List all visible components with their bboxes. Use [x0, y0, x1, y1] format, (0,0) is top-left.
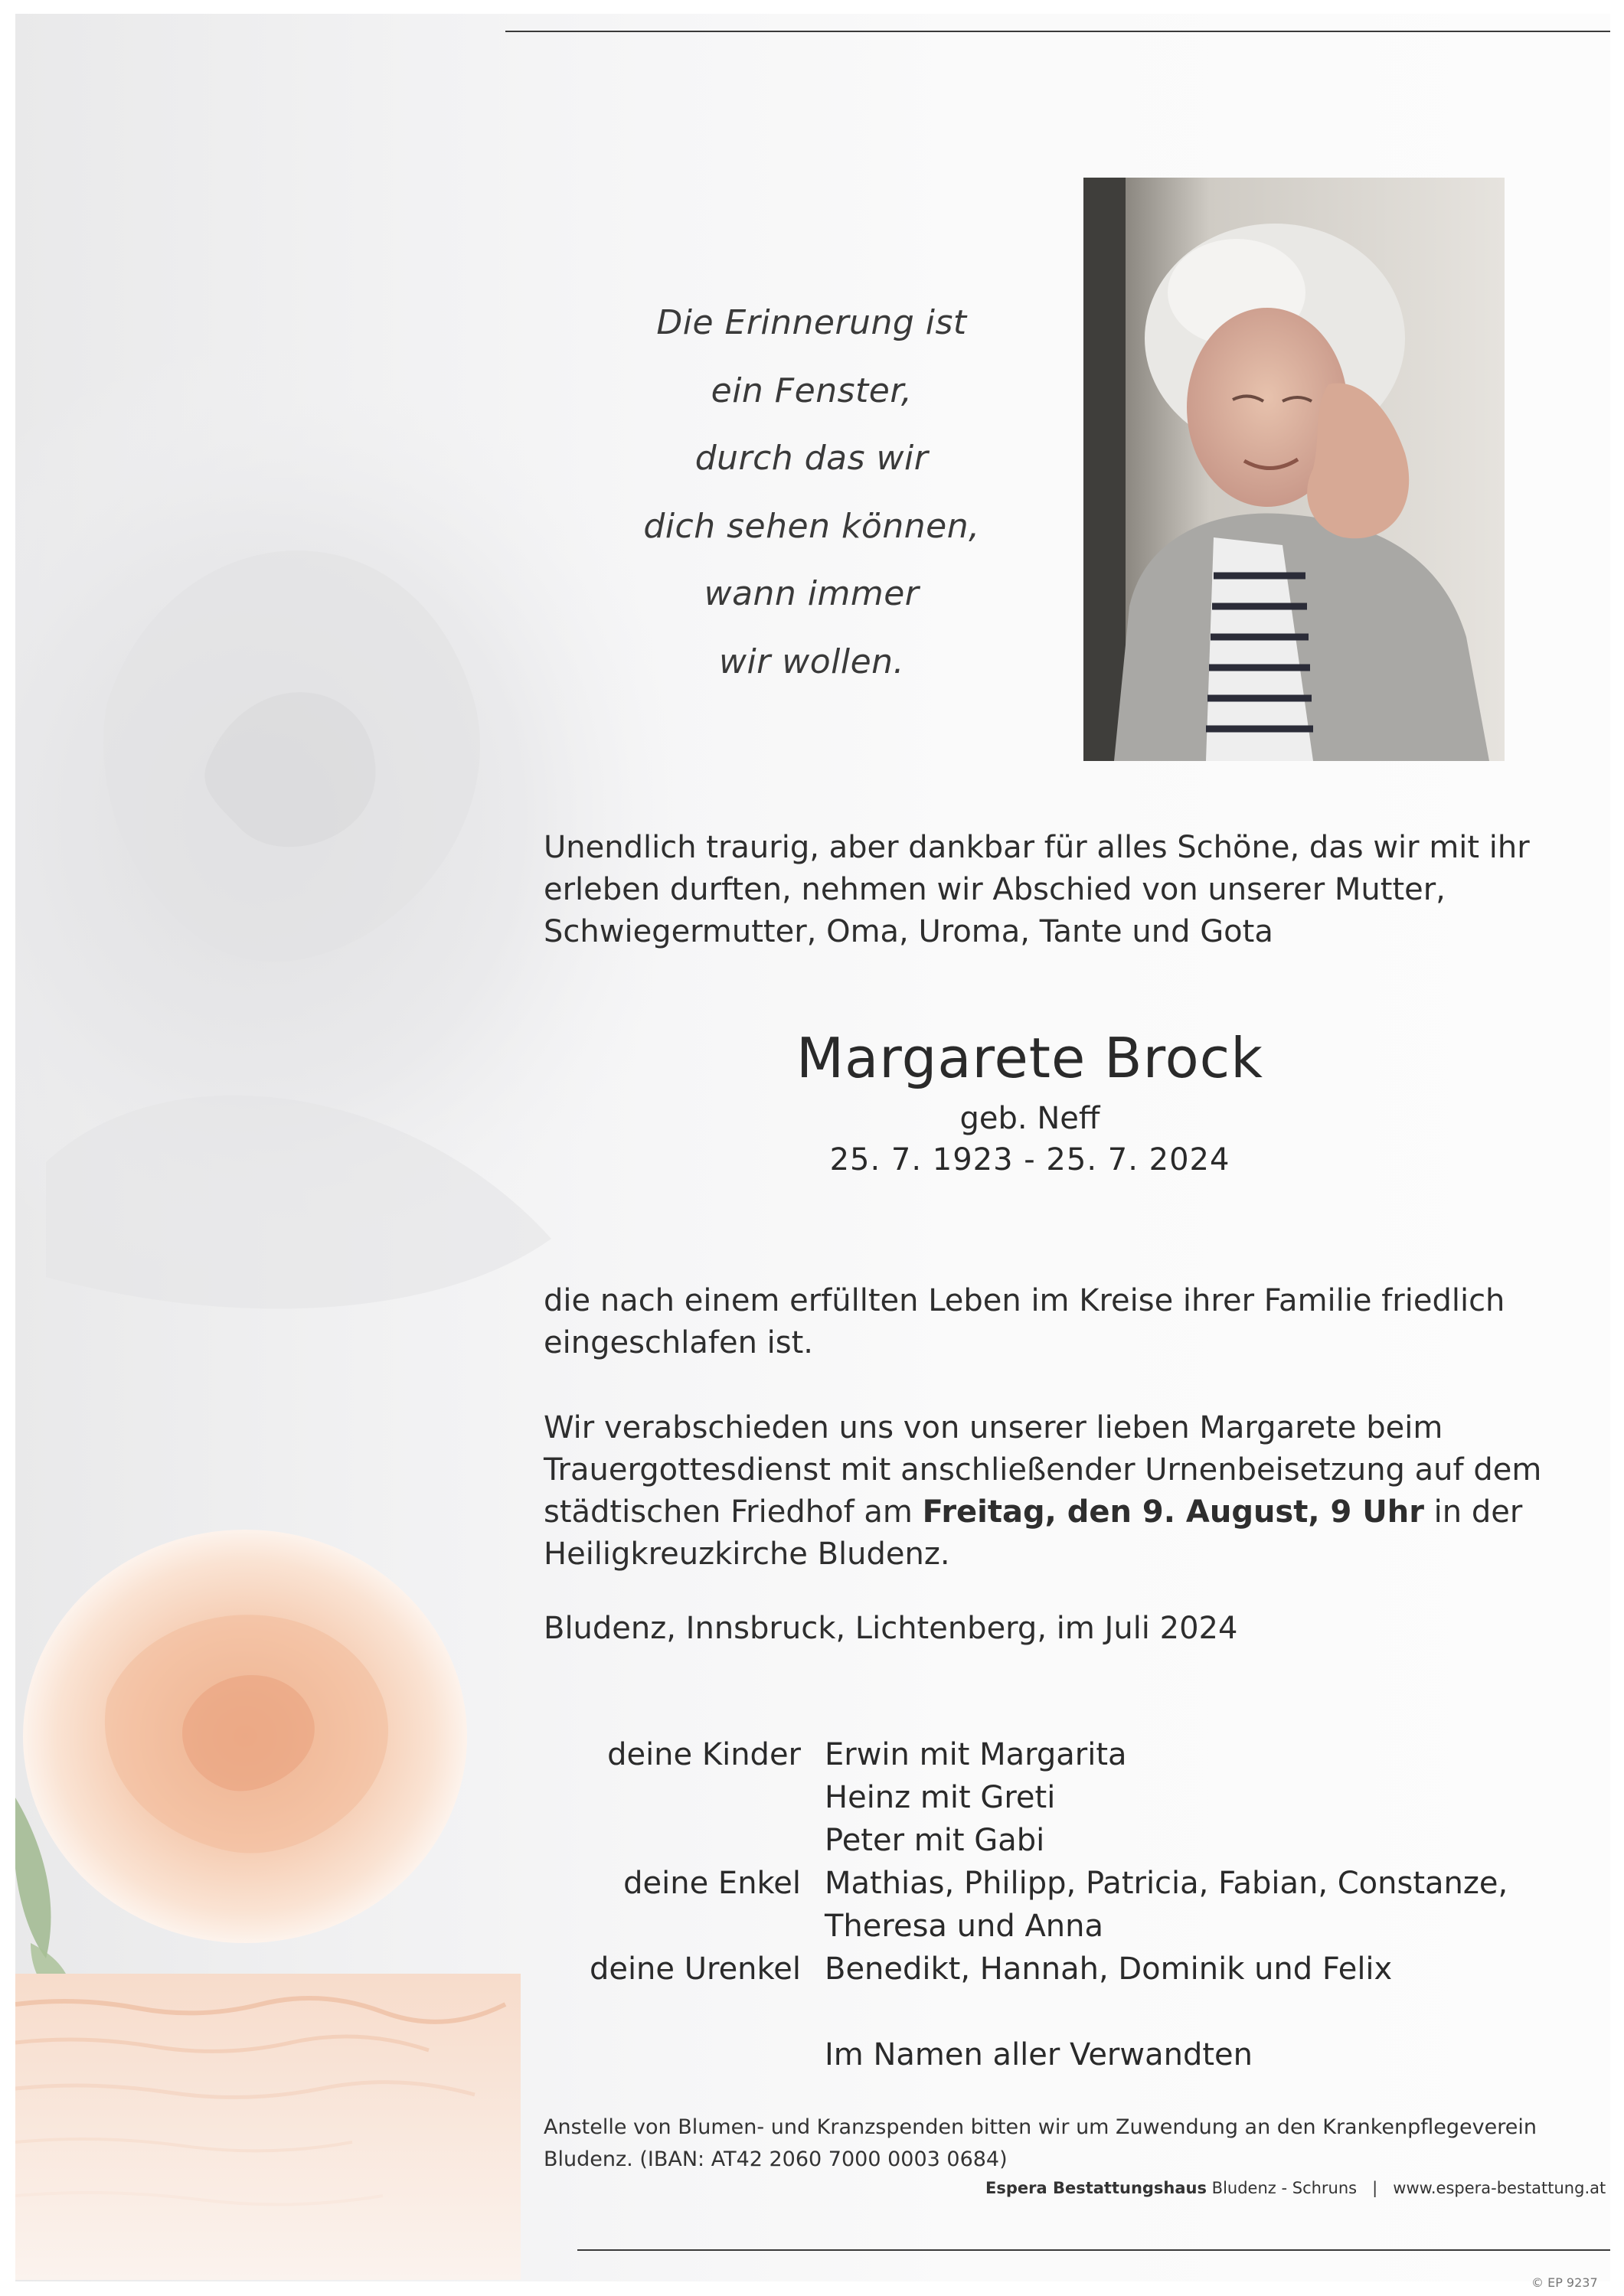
company-locations: Bludenz - Schruns: [1207, 2179, 1358, 2197]
service-line: [544, 1491, 1539, 1533]
donation-line: Anstelle von Blumen- und Kranzspenden bitten wir um Zuwendung an den Krankenpflegeverein: [544, 2115, 1537, 2139]
poem-line: wann immer: [704, 574, 920, 613]
greatgrandchildren-list: Benedikt, Hannah, Dominik und Felix: [825, 1951, 1393, 1987]
child-entry: Peter mit Gabi: [825, 1823, 1045, 1858]
donation-note: [544, 2111, 1539, 2176]
place-date-text: Bludenz, Innsbruck, Lichtenberg, im Juli 2024: [544, 1611, 1238, 1646]
children-list: [825, 1733, 1514, 1862]
footer: [985, 2179, 1606, 2197]
child-entry: Erwin mit Margarita: [825, 1737, 1127, 1772]
passing-line: die nach einem erfüllten Leben im Kreise ihrer Familie friedlich: [544, 1283, 1505, 1318]
service-text: städtischen Friedhof am: [544, 1494, 923, 1530]
place-date: [544, 1608, 1539, 1650]
grandchildren-list: [825, 1862, 1514, 1948]
grandchildren-entry: Theresa und Anna: [825, 1909, 1104, 1944]
poem: [597, 289, 1026, 696]
poem-line: ein Fenster,: [711, 371, 913, 410]
poem-line: Die Erinnerung ist: [656, 303, 967, 342]
footer-separator: |: [1357, 2179, 1394, 2197]
document-code: © EP 9237: [1531, 2275, 1598, 2290]
child-entry: Heinz mit Greti: [825, 1780, 1056, 1815]
life-dates: 25. 7. 1923 - 25. 7. 2024: [829, 1142, 1230, 1177]
deceased-name: Margarete Brock: [796, 1026, 1263, 1090]
passing-paragraph: [544, 1280, 1539, 1364]
service-datetime: Freitag, den 9. August, 9 Uhr: [922, 1494, 1424, 1530]
grandchildren-entry: Mathias, Philipp, Patricia, Fabian, Constanze,: [825, 1866, 1508, 1901]
intro-line: Unendlich traurig, aber dankbar für alles Schöne, das wir mit ihr: [544, 830, 1530, 865]
service-paragraph: [544, 1407, 1542, 1576]
grandchildren-label: deine Enkel: [623, 1866, 801, 1901]
service-line: Wir verabschieden uns von unserer lieben Margarete beim: [544, 1410, 1443, 1445]
poem-line: durch das wir: [694, 439, 929, 478]
maiden-name: geb. Neff: [959, 1101, 1100, 1136]
website-link[interactable]: www.espera-bestattung.at: [1393, 2179, 1606, 2197]
passing-line: eingeschlafen ist.: [544, 1325, 813, 1360]
donation-line: Bludenz. (IBAN: AT42 2060 7000 0003 0684): [544, 2147, 1008, 2171]
poem-line: wir wollen.: [718, 642, 905, 681]
closing-line: Im Namen aller Verwandten: [825, 2037, 1253, 2072]
service-line: Heiligkreuzkirche Bludenz.: [544, 1537, 950, 1572]
company-name: Espera Bestattungshaus: [985, 2179, 1207, 2197]
poem-line: dich sehen können,: [643, 506, 980, 546]
children-label: deine Kinder: [607, 1737, 801, 1772]
intro-line: Schwiegermutter, Oma, Uroma, Tante und Gota: [544, 914, 1273, 949]
intro-paragraph: [544, 827, 1539, 953]
greatgrandchildren-label: deine Urenkel: [589, 1951, 801, 1987]
intro-line: erleben durften, nehmen wir Abschied von unserer Mutter,: [544, 872, 1446, 907]
service-text: in der: [1423, 1494, 1523, 1530]
service-line: Trauergottesdienst mit anschließender Urnenbeisetzung auf dem: [544, 1452, 1542, 1488]
portrait-photo: [1083, 178, 1505, 761]
